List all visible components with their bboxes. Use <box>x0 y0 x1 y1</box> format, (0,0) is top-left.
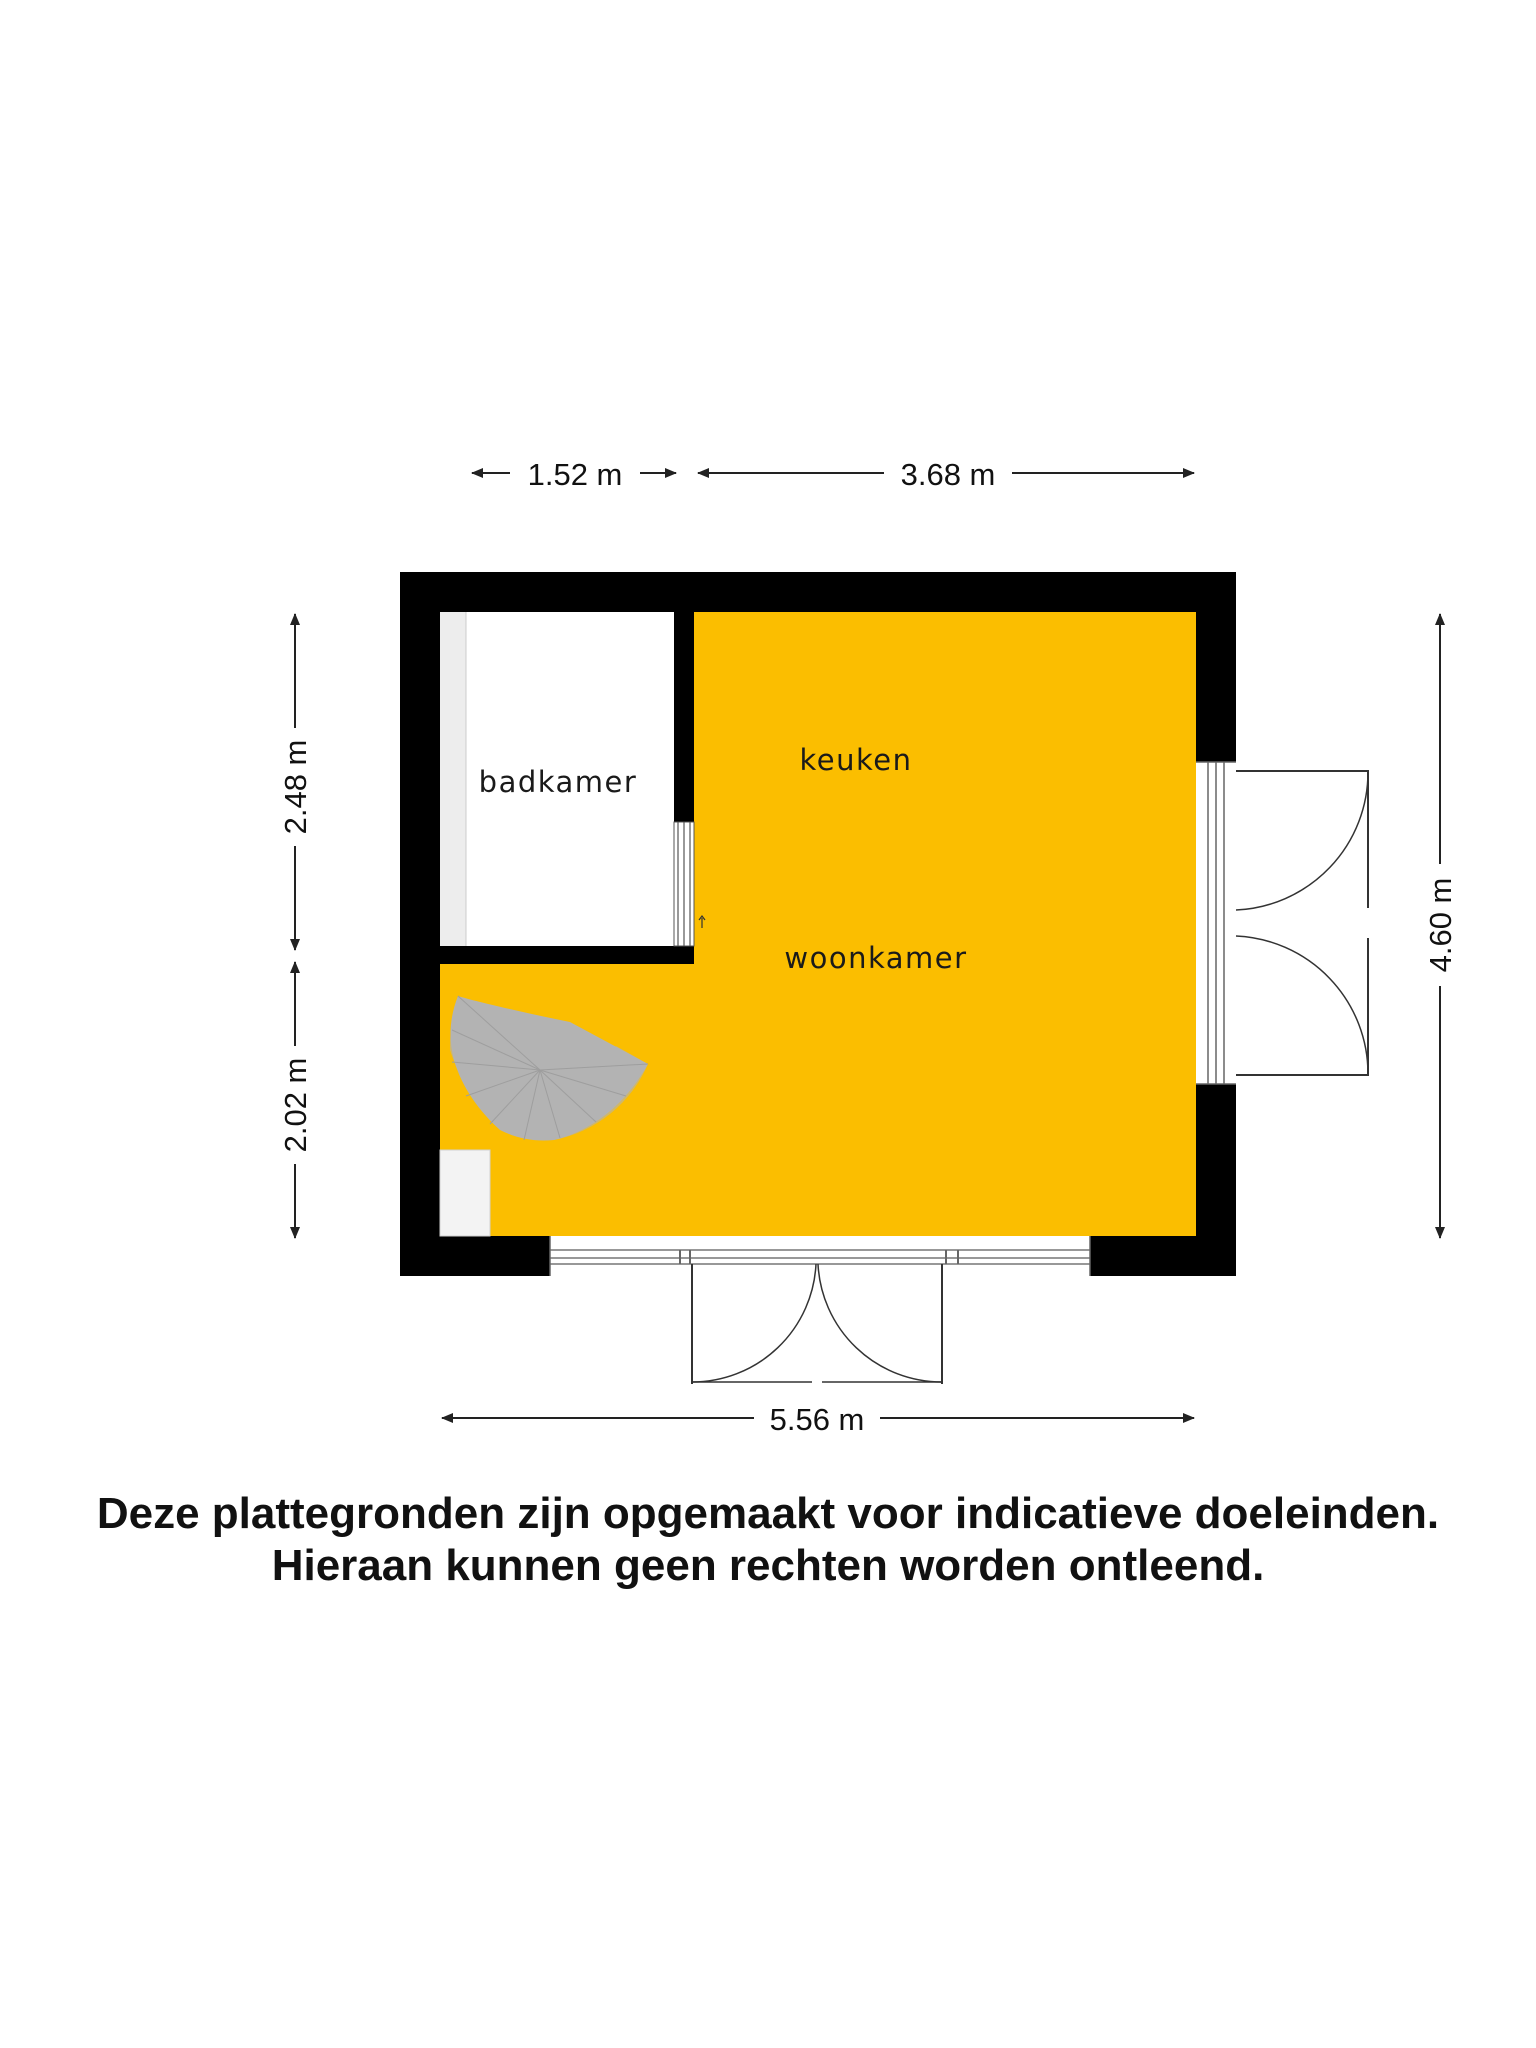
cabinet <box>440 1150 490 1236</box>
dimension-label-top-left: 1.52 m <box>527 457 623 492</box>
dimension-label-bottom: 5.56 m <box>769 1402 865 1437</box>
room-label-woonkamer: woonkamer <box>784 941 968 975</box>
bottom-french-doors <box>550 1236 1090 1384</box>
dimension-left-lower <box>278 962 313 1238</box>
dimension-top-left <box>472 457 676 492</box>
dimension-label-right: 4.60 m <box>1423 877 1458 973</box>
dimension-left-upper <box>278 614 313 950</box>
disclaimer-line-1: Deze plattegronden zijn opgemaakt voor indicatieve doeleinden. <box>96 1489 1440 1538</box>
room-label-badkamer: badkamer <box>478 765 638 799</box>
dimension-top-right <box>698 457 1194 492</box>
disclaimer-line-2: Hieraan kunnen geen rechten worden ontleend. <box>271 1541 1265 1590</box>
bathroom-side-strip <box>440 612 466 946</box>
dimension-right <box>1423 614 1458 1238</box>
dimension-bottom <box>442 1402 1194 1437</box>
dimension-label-left-lower: 2.02 m <box>278 1057 313 1153</box>
dimension-label-left-upper: 2.48 m <box>278 739 313 835</box>
room-label-keuken: keuken <box>799 743 913 777</box>
right-french-doors <box>1196 762 1368 1084</box>
dimension-label-top-right: 3.68 m <box>900 457 996 492</box>
